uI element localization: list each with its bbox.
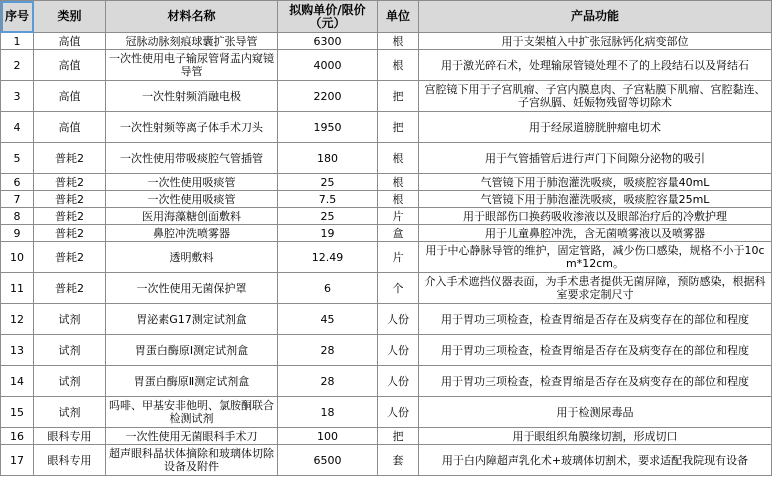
header-price[interactable]: 拟购单价/限价（元）	[278, 1, 378, 33]
cell-unit[interactable]: 把	[378, 428, 419, 445]
cell-name[interactable]: 透明敷料	[106, 242, 278, 273]
cell-price[interactable]: 180	[278, 143, 378, 174]
cell-category[interactable]: 普耗2	[34, 242, 106, 273]
cell-name[interactable]: 一次性使用吸痰管	[106, 191, 278, 208]
table-row	[1, 81, 772, 112]
header-unit[interactable]: 单位	[378, 1, 419, 33]
cell-function[interactable]: 用于支架植入中扩张冠脉钙化病变部位	[419, 33, 772, 50]
header-name[interactable]: 材料名称	[106, 1, 278, 33]
cell-category[interactable]: 普耗2	[34, 174, 106, 191]
header-category[interactable]: 类别	[34, 1, 106, 33]
header-row	[1, 1, 772, 33]
cell-seq[interactable]: 11	[1, 273, 34, 304]
cell-name[interactable]: 吗啡、甲基安非他明、氯胺酮联合检测试剂	[106, 397, 278, 428]
cell-category[interactable]: 普耗2	[34, 208, 106, 225]
cell-function[interactable]: 用于白内障超声乳化术+玻璃体切割术，要求适配我院现有设备	[419, 445, 772, 476]
table-row	[1, 445, 772, 476]
cell-seq[interactable]: 7	[1, 191, 34, 208]
cell-price[interactable]: 12.49	[278, 242, 378, 273]
cell-seq[interactable]: 16	[1, 428, 34, 445]
cell-function[interactable]: 用于经尿道膀胱肿瘤电切术	[419, 112, 772, 143]
cell-unit[interactable]: 人份	[378, 335, 419, 366]
cell-unit[interactable]: 人份	[378, 366, 419, 397]
header-seq[interactable]: 序号	[1, 1, 34, 33]
cell-function[interactable]: 用于中心静脉导管的维护，固定管路，减少伤口感染，规格不小于10cm*12cm。	[419, 242, 772, 273]
cell-unit[interactable]: 根	[378, 50, 419, 81]
cell-category[interactable]: 普耗2	[34, 273, 106, 304]
cell-seq[interactable]: 4	[1, 112, 34, 143]
table-row	[1, 366, 772, 397]
cell-name[interactable]: 胃蛋白酶原Ⅱ测定试剂盒	[106, 366, 278, 397]
cell-price[interactable]: 25	[278, 174, 378, 191]
cell-category[interactable]: 高值	[34, 50, 106, 81]
cell-name[interactable]: 医用海藻糖创面敷料	[106, 208, 278, 225]
cell-function[interactable]: 宫腔镜下用于子宫肌瘤、子宫内膜息肉、子宫粘膜下肌瘤、宫腔黏连、子宫纵膈、妊娠物残留等切除术	[419, 81, 772, 112]
cell-price[interactable]: 2200	[278, 81, 378, 112]
table-row	[1, 273, 772, 304]
cell-category[interactable]: 试剂	[34, 304, 106, 335]
cell-seq[interactable]: 6	[1, 174, 34, 191]
cell-name[interactable]: 一次性使用电子输尿管肾盂内窥镜导管	[106, 50, 278, 81]
cell-price[interactable]: 100	[278, 428, 378, 445]
cell-category[interactable]: 试剂	[34, 335, 106, 366]
cell-price[interactable]: 6	[278, 273, 378, 304]
cell-unit[interactable]: 片	[378, 208, 419, 225]
cell-price[interactable]: 28	[278, 335, 378, 366]
cell-price[interactable]: 25	[278, 208, 378, 225]
cell-price[interactable]: 19	[278, 225, 378, 242]
table-row	[1, 50, 772, 81]
table-row	[1, 397, 772, 428]
cell-price[interactable]: 4000	[278, 50, 378, 81]
cell-seq[interactable]: 8	[1, 208, 34, 225]
cell-price[interactable]: 7.5	[278, 191, 378, 208]
cell-unit[interactable]: 套	[378, 445, 419, 476]
cell-function[interactable]: 用于眼部伤口换药吸收渗液以及眼部治疗后的冷敷护理	[419, 208, 772, 225]
cell-unit[interactable]: 根	[378, 33, 419, 50]
cell-name[interactable]: 超声眼科晶状体摘除和玻璃体切除设备及附件	[106, 445, 278, 476]
cell-unit[interactable]: 把	[378, 112, 419, 143]
cell-category[interactable]: 普耗2	[34, 225, 106, 242]
cell-category[interactable]: 试剂	[34, 397, 106, 428]
cell-seq[interactable]: 10	[1, 242, 34, 273]
cell-category[interactable]: 高值	[34, 112, 106, 143]
cell-function[interactable]: 用于气管插管后进行声门下间隙分泌物的吸引	[419, 143, 772, 174]
cell-category[interactable]: 高值	[34, 33, 106, 50]
cell-function[interactable]: 用于胃功三项检查，检查胃缩是否存在及病变存在的部位和程度	[419, 304, 772, 335]
table-row	[1, 208, 772, 225]
cell-price[interactable]: 6500	[278, 445, 378, 476]
cell-category[interactable]: 试剂	[34, 366, 106, 397]
cell-seq[interactable]: 9	[1, 225, 34, 242]
cell-category[interactable]: 眼科专用	[34, 428, 106, 445]
table-row	[1, 304, 772, 335]
cell-unit[interactable]: 根	[378, 143, 419, 174]
cell-price[interactable]: 18	[278, 397, 378, 428]
cell-function[interactable]: 气管镜下用于肺泡灌洗吸痰，吸痰腔容量25mL	[419, 191, 772, 208]
table-row	[1, 33, 772, 50]
cell-function[interactable]: 用于检测尿毒品	[419, 397, 772, 428]
cell-function[interactable]: 用于激光碎石术，处理输尿管镜处理不了的上段结石以及肾结石	[419, 50, 772, 81]
cell-unit[interactable]: 人份	[378, 397, 419, 428]
cell-seq[interactable]: 17	[1, 445, 34, 476]
cell-seq[interactable]: 15	[1, 397, 34, 428]
cell-seq[interactable]: 12	[1, 304, 34, 335]
cell-unit[interactable]: 根	[378, 191, 419, 208]
table-row	[1, 174, 772, 191]
cell-price[interactable]: 6300	[278, 33, 378, 50]
cell-price[interactable]: 28	[278, 366, 378, 397]
cell-name[interactable]: 胃蛋白酶原Ⅰ测定试剂盒	[106, 335, 278, 366]
cell-unit[interactable]: 人份	[378, 304, 419, 335]
cell-seq[interactable]: 14	[1, 366, 34, 397]
cell-function[interactable]: 用于儿童鼻腔冲洗，含无菌喷雾液以及喷雾器	[419, 225, 772, 242]
cell-seq[interactable]: 13	[1, 335, 34, 366]
cell-name[interactable]: 一次性射频等离子体手术刀头	[106, 112, 278, 143]
cell-unit[interactable]: 根	[378, 174, 419, 191]
cell-category[interactable]: 普耗2	[34, 143, 106, 174]
header-function[interactable]: 产品功能	[419, 1, 772, 33]
table-row	[1, 428, 772, 445]
cell-name[interactable]: 胃泌素G17测定试剂盒	[106, 304, 278, 335]
cell-unit[interactable]: 把	[378, 81, 419, 112]
cell-category[interactable]: 普耗2	[34, 191, 106, 208]
cell-price[interactable]: 1950	[278, 112, 378, 143]
table-row	[1, 335, 772, 366]
table-row	[1, 112, 772, 143]
cell-name[interactable]: 一次性使用无菌保护罩	[106, 273, 278, 304]
cell-name[interactable]: 一次性射频消融电极	[106, 81, 278, 112]
cell-category[interactable]: 眼科专用	[34, 445, 106, 476]
cell-name[interactable]: 冠脉动脉刻痕球囊扩张导管	[106, 33, 278, 50]
cell-name[interactable]: 一次性使用吸痰管	[106, 174, 278, 191]
cell-unit[interactable]: 片	[378, 242, 419, 273]
cell-function[interactable]: 用于胃功三项检查，检查胃缩是否存在及病变存在的部位和程度	[419, 366, 772, 397]
table-row	[1, 143, 772, 174]
cell-unit[interactable]: 个	[378, 273, 419, 304]
cell-name[interactable]: 鼻腔冲洗喷雾器	[106, 225, 278, 242]
cell-function[interactable]: 用于胃功三项检查，检查胃缩是否存在及病变存在的部位和程度	[419, 335, 772, 366]
cell-seq[interactable]: 3	[1, 81, 34, 112]
table-row	[1, 191, 772, 208]
table-row	[1, 225, 772, 242]
cell-seq[interactable]: 5	[1, 143, 34, 174]
cell-seq[interactable]: 2	[1, 50, 34, 81]
cell-unit[interactable]: 盒	[378, 225, 419, 242]
table-row	[1, 242, 772, 273]
cell-category[interactable]: 高值	[34, 81, 106, 112]
cell-name[interactable]: 一次性使用无菌眼科手术刀	[106, 428, 278, 445]
cell-price[interactable]: 45	[278, 304, 378, 335]
cell-seq[interactable]: 1	[1, 33, 34, 50]
cell-function[interactable]: 用于眼组织角膜缘切割，形成切口	[419, 428, 772, 445]
cell-function[interactable]: 介入手术遮挡仪器表面，为手术患者提供无菌屏障，预防感染，根据科室要求定制尺寸	[419, 273, 772, 304]
cell-name[interactable]: 一次性使用带吸痰腔气管插管	[106, 143, 278, 174]
cell-function[interactable]: 气管镜下用于肺泡灌洗吸痰，吸痰腔容量40mL	[419, 174, 772, 191]
